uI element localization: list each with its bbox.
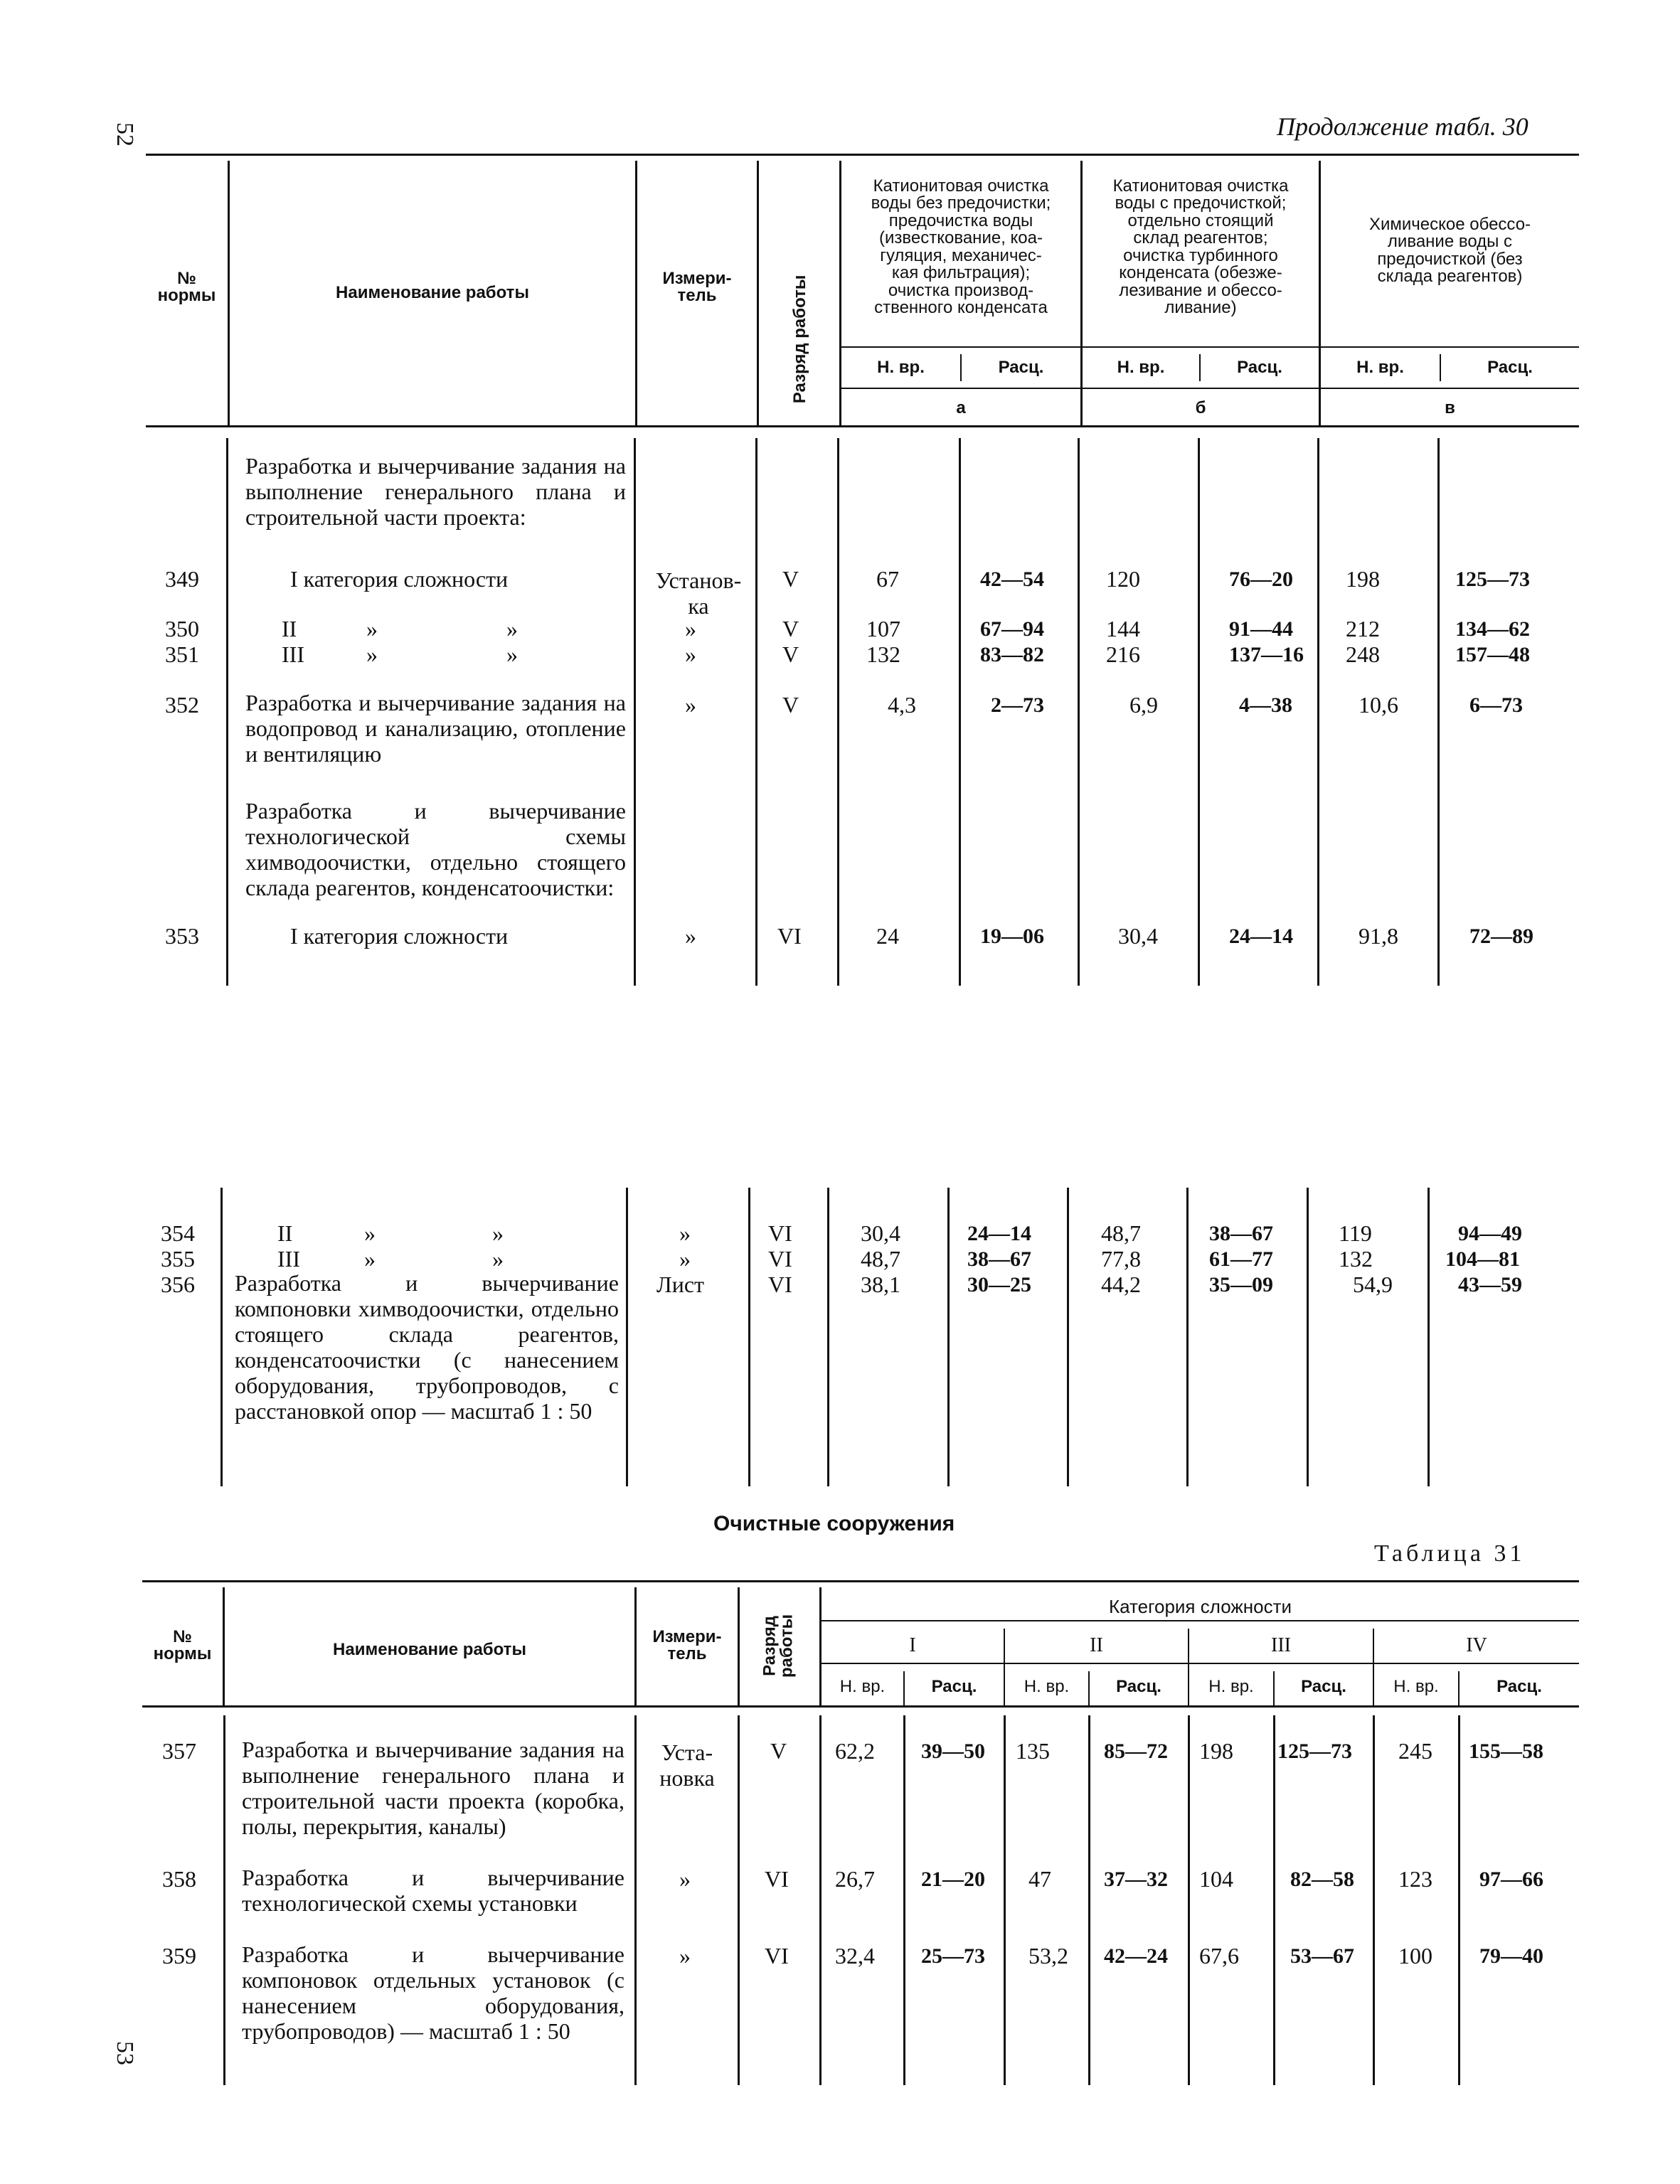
t31-rate-3: Расц.: [1301, 1677, 1346, 1696]
t31-rate-2: Расц.: [1116, 1677, 1161, 1696]
t30-a-rate-header: Расц.: [998, 358, 1044, 377]
t30-c-time-header: Н. вр.: [1356, 358, 1404, 377]
t31-grade-header: Разряд работы: [760, 1614, 797, 1678]
t31-rate-4: Расц.: [1496, 1677, 1542, 1696]
t31-norm-header: № нормы: [153, 1627, 212, 1664]
t31-cat-4: IV: [1466, 1634, 1487, 1656]
page-number-top: 52: [112, 122, 138, 147]
t30-letter-b: б: [1195, 398, 1206, 417]
continuation-caption: Продолжение табл. 30: [1277, 112, 1529, 141]
t31-cat-2: II: [1090, 1634, 1103, 1656]
t30-norm-header: № нормы: [157, 269, 216, 306]
t30-col-b-header: Катионитовая очистка воды с предочисткой; отдельно стоящий склад реагентов; очистка турбинного конденсата (обезже- лезивание и обессо- ливание): [1112, 176, 1289, 318]
t31-time-1: Н. вр.: [839, 1677, 886, 1696]
t30-unit-header: Измери- тель: [662, 269, 732, 306]
t31-unit-header: Измери- тель: [652, 1627, 722, 1664]
page-number-bottom: 53: [112, 2041, 138, 2065]
t30-c-rate-header: Расц.: [1487, 358, 1533, 377]
t31-time-4: Н. вр.: [1393, 1677, 1439, 1696]
t30-letter-c: в: [1445, 398, 1455, 417]
t30-row349-intro: Разработка и вычерчивание задания на выполнение генерального плана и строительной части проекта:: [245, 453, 626, 530]
t30-grade-header: Разряд работы: [790, 275, 809, 404]
t30-col-c-header: Химическое обессо- ливание воды с предочисткой (без склада реагентов): [1368, 215, 1531, 287]
t31-cat-3: III: [1271, 1634, 1291, 1656]
table-31-label: Таблица 31: [1374, 1540, 1526, 1567]
t30-b-rate-header: Расц.: [1237, 358, 1282, 377]
t30-a-time-header: Н. вр.: [877, 358, 925, 377]
t30-b-time-header: Н. вр.: [1117, 358, 1165, 377]
t31-cat-1: I: [909, 1634, 916, 1656]
t31-time-3: Н. вр.: [1208, 1677, 1254, 1696]
t31-category-header: Категория сложности: [1108, 1596, 1292, 1617]
t30-letter-a: а: [956, 398, 966, 417]
t30-work-name-header: Наименование работы: [336, 283, 529, 302]
t31-rate-1: Расц.: [931, 1677, 977, 1696]
t30-col-a-header: Катионитовая очистка воды без предочистки; предочистка воды (известкование, коа- гуляция, механичес- кая фильтрация); очистка производ- ственного конденсата: [871, 176, 1051, 318]
section-title: Очистные сооружения: [713, 1512, 955, 1535]
t31-work-name-header: Наименование работы: [333, 1640, 526, 1659]
t31-time-2: Н. вр.: [1024, 1677, 1070, 1696]
